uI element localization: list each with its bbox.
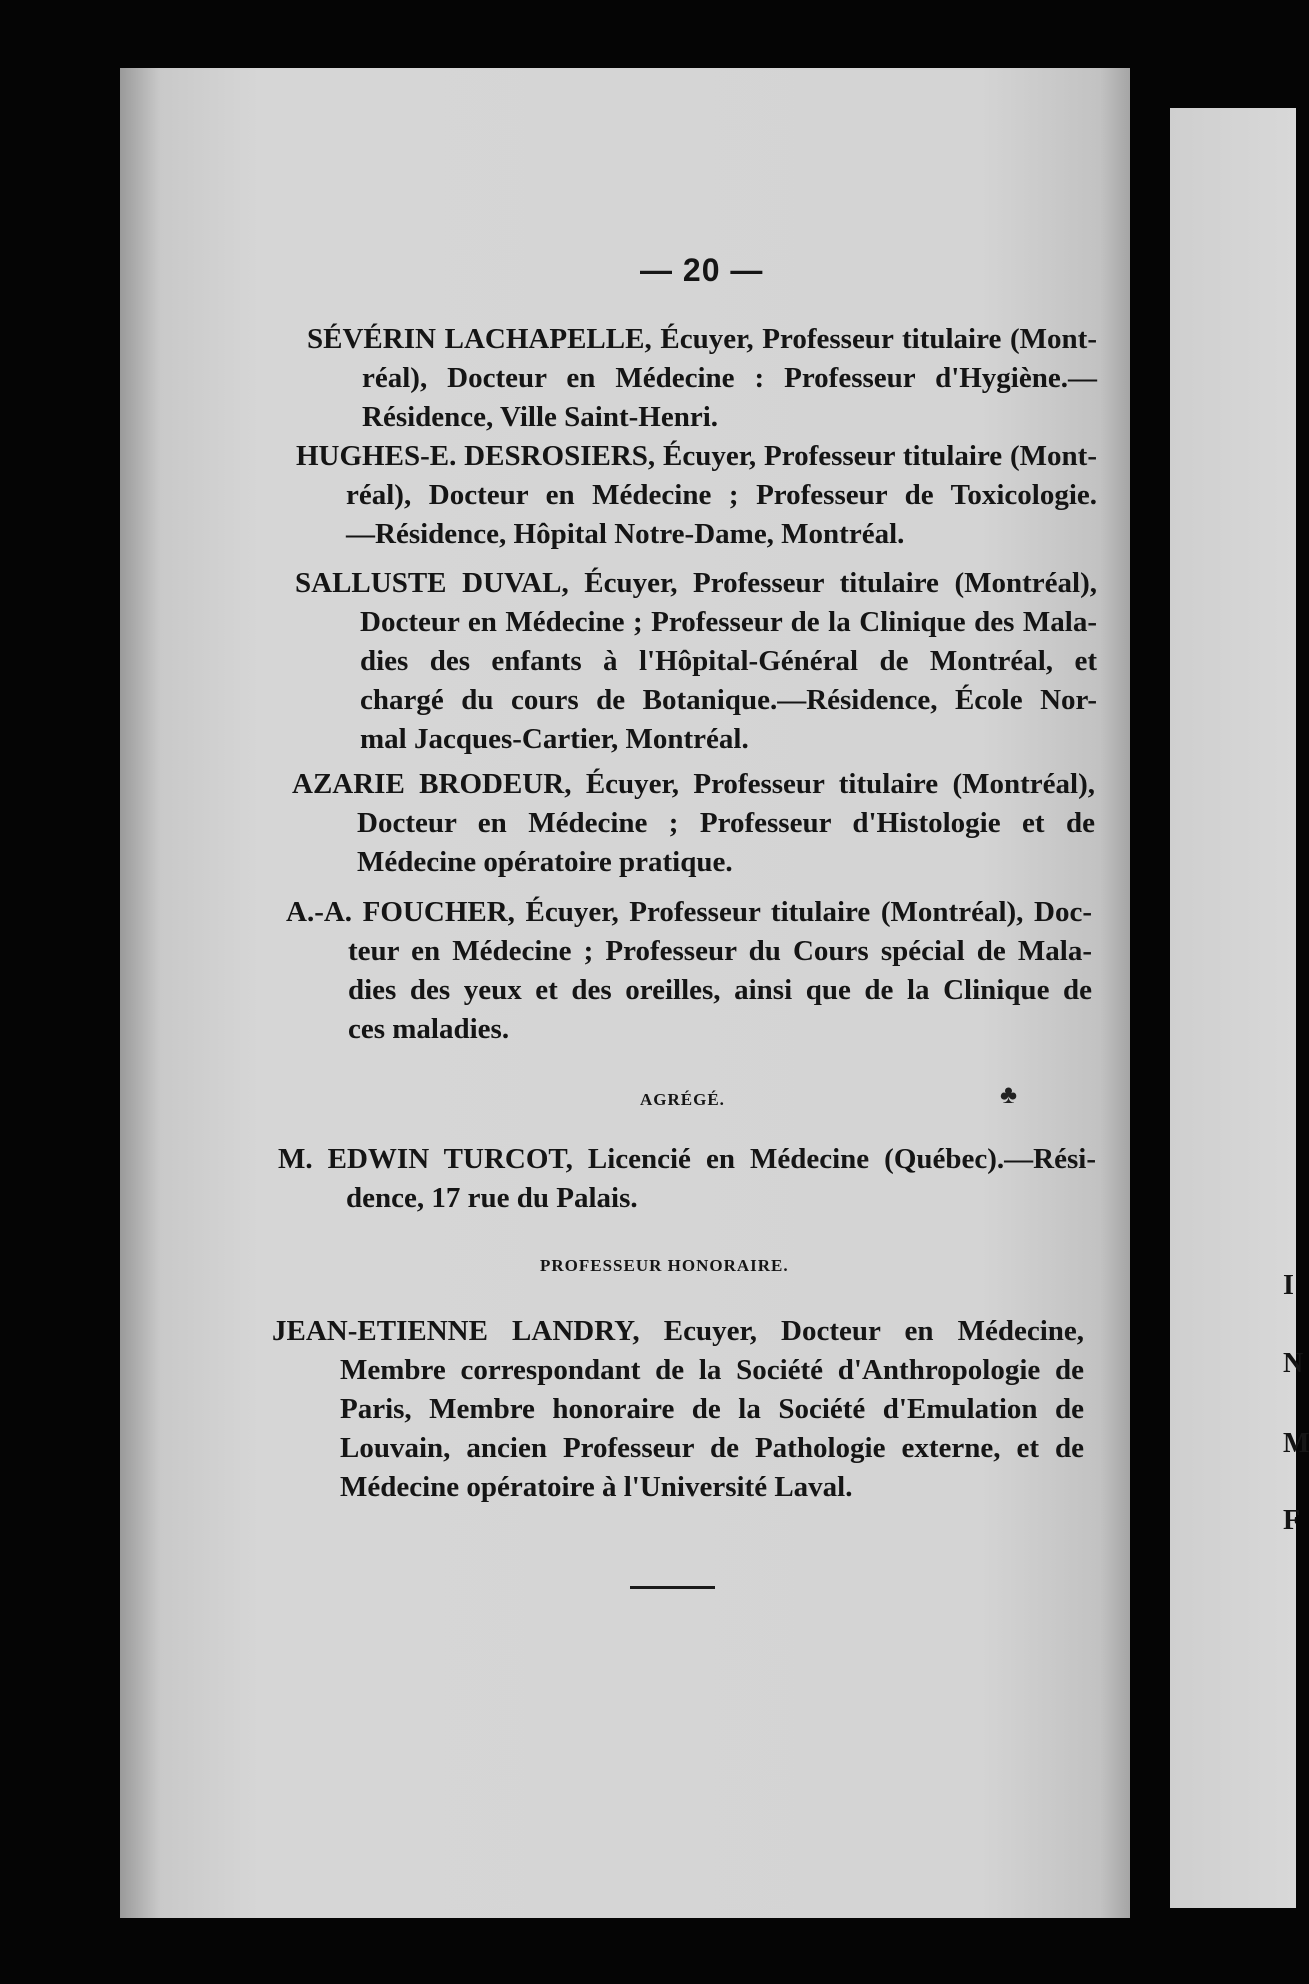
- entry-line: HUGHES-E. DESROSIERS, Écuyer, Professeur titulaire (Mont-: [296, 440, 1097, 472]
- entry-line: Docteur en Médecine ; Professeur d'Histologie et de: [357, 807, 1095, 839]
- entry-duval: [295, 564, 1097, 759]
- section-heading-honoraire: PROFESSEUR HONORAIRE.: [540, 1256, 789, 1275]
- entry-line: teur en Médecine ; Professeur du Cours spécial de Mala-: [348, 935, 1092, 967]
- page-number: — 20 —: [640, 252, 764, 288]
- entry-line: AZARIE BRODEUR, Écuyer, Professeur titulaire (Montréal),: [292, 768, 1095, 800]
- section-heading-agrege: AGRÉGÉ.: [640, 1090, 725, 1109]
- entry-line: mal Jacques-Cartier, Montréal.: [360, 723, 749, 755]
- entry-line: Docteur en Médecine ; Professeur de la Clinique des Mala-: [360, 606, 1097, 638]
- entry-lachapelle: [307, 320, 1097, 437]
- entry-line: Paris, Membre honoraire de la Société d'Emulation de: [340, 1393, 1084, 1425]
- entry-landry: [272, 1312, 1084, 1507]
- entry-line: JEAN-ETIENNE LANDRY, Ecuyer, Docteur en Médecine,: [272, 1315, 1084, 1347]
- entry-turcot: [278, 1140, 1096, 1218]
- entry-line: Louvain, ancien Professeur de Pathologie externe, et de: [340, 1432, 1084, 1464]
- entry-line: SALLUSTE DUVAL, Écuyer, Professeur titulaire (Montréal),: [295, 567, 1097, 599]
- entry-line: Médecine opératoire à l'Université Laval.: [340, 1471, 853, 1503]
- entry-line: chargé du cours de Botanique.—Résidence, École Nor-: [360, 684, 1097, 716]
- entry-line: A.-A. FOUCHER, Écuyer, Professeur titulaire (Montréal), Doc-: [286, 896, 1092, 928]
- entry-line: M. EDWIN TURCOT, Licencié en Médecine (Québec).—Rési-: [278, 1143, 1096, 1175]
- entry-line: ces maladies.: [348, 1013, 510, 1045]
- entry-desrosiers: [296, 437, 1097, 554]
- entry-line: dence, 17 rue du Palais.: [346, 1182, 638, 1214]
- entry-line: réal), Docteur en Médecine ; Professeur de Toxicologie.: [346, 479, 1097, 511]
- entry-line: dies des enfants à l'Hôpital-Général de Montréal, et: [360, 645, 1097, 677]
- entry-brodeur: [292, 765, 1095, 882]
- closing-rule: [630, 1586, 715, 1589]
- adjacent-page-edge: [1170, 108, 1296, 1908]
- entry-line: réal), Docteur en Médecine : Professeur d'Hygiène.—: [362, 362, 1097, 394]
- entry-line: SÉVÉRIN LACHAPELLE, Écuyer, Professeur titulaire (Mont-: [307, 323, 1097, 355]
- entry-foucher: [286, 893, 1092, 1049]
- edge-letter: I: [1283, 1270, 1294, 1301]
- entry-line: Membre correspondant de la Société d'Anthropologie de: [340, 1354, 1084, 1386]
- entry-line: Médecine opératoire pratique.: [357, 846, 733, 878]
- edge-letter: M: [1283, 1428, 1309, 1459]
- entry-line: Résidence, Ville Saint-Henri.: [362, 401, 719, 433]
- edge-letter: F: [1283, 1505, 1301, 1536]
- entry-line: —Résidence, Hôpital Notre-Dame, Montréal.: [346, 518, 905, 550]
- edge-letter: N: [1283, 1348, 1304, 1379]
- ink-mark: ♣: [1000, 1080, 1018, 1109]
- entry-line: dies des yeux et des oreilles, ainsi que de la Clinique de: [348, 974, 1092, 1006]
